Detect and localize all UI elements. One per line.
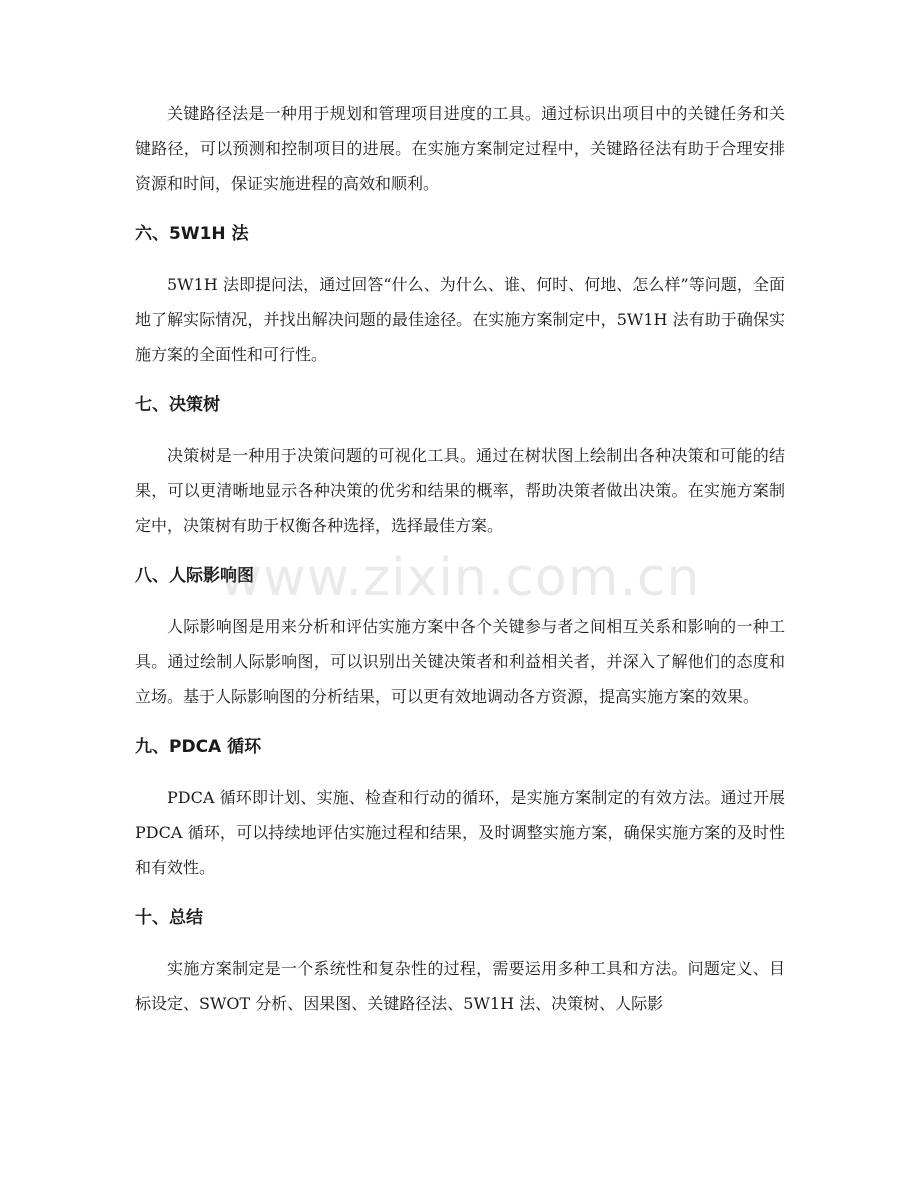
heading-decision-tree: 七、决策树 — [135, 395, 220, 415]
paragraph-5w1h: 5W1H 法即提问法，通过回答“什么、为什么、谁、何时、何地、怎么样”等问题，全面地了解实际情况，并找出解决问题的最佳途径。在实施方案制定中，5W1H 法有助于确保实施方案的全面性和可行性。 — [135, 275, 785, 364]
heading-pdca: 九、PDCA 循环 — [135, 737, 262, 757]
paragraph-decision-tree: 决策树是一种用于决策问题的可视化工具。通过在树状图上绘制出各种决策和可能的结果，可以更清晰地显示各种决策的优劣和结果的概率，帮助决策者做出决策。在实施方案制定中，决策树有助于权衡各种选择，选择最佳方案。 — [135, 446, 785, 535]
paragraph-critical-path: 关键路径法是一种用于规划和管理项目进度的工具。通过标识出项目中的关键任务和关键路径，可以预测和控制项目的进展。在实施方案制定过程中，关键路径法有助于合理安排资源和时间，保证实施进程的高效和顺利。 — [135, 104, 785, 193]
heading-5w1h: 六、5W1H 法 — [135, 224, 249, 244]
paragraph-pdca: PDCA 循环即计划、实施、检查和行动的循环，是实施方案制定的有效方法。通过开展 PDCA 循环，可以持续地评估实施过程和结果，及时调整实施方案，确保实施方案的及时性和有效性。 — [135, 788, 785, 877]
heading-influence-diagram: 八、人际影响图 — [135, 566, 254, 586]
watermark: www.zixin.com.cn — [219, 548, 701, 608]
heading-summary: 十、总结 — [135, 908, 203, 928]
paragraph-influence-diagram: 人际影响图是用来分析和评估实施方案中各个关键参与者之间相互关系和影响的一种工具。通过绘制人际影响图，可以识别出关键决策者和利益相关者，并深入了解他们的态度和立场。基于人际影响图的分析结果，可以更有效地调动各方资源，提高实施方案的效果。 — [135, 617, 785, 706]
paragraph-summary: 实施方案制定是一个系统性和复杂性的过程，需要运用多种工具和方法。问题定义、目标设定、SWOT 分析、因果图、关键路径法、5W1H 法、决策树、人际影 — [135, 959, 785, 1013]
